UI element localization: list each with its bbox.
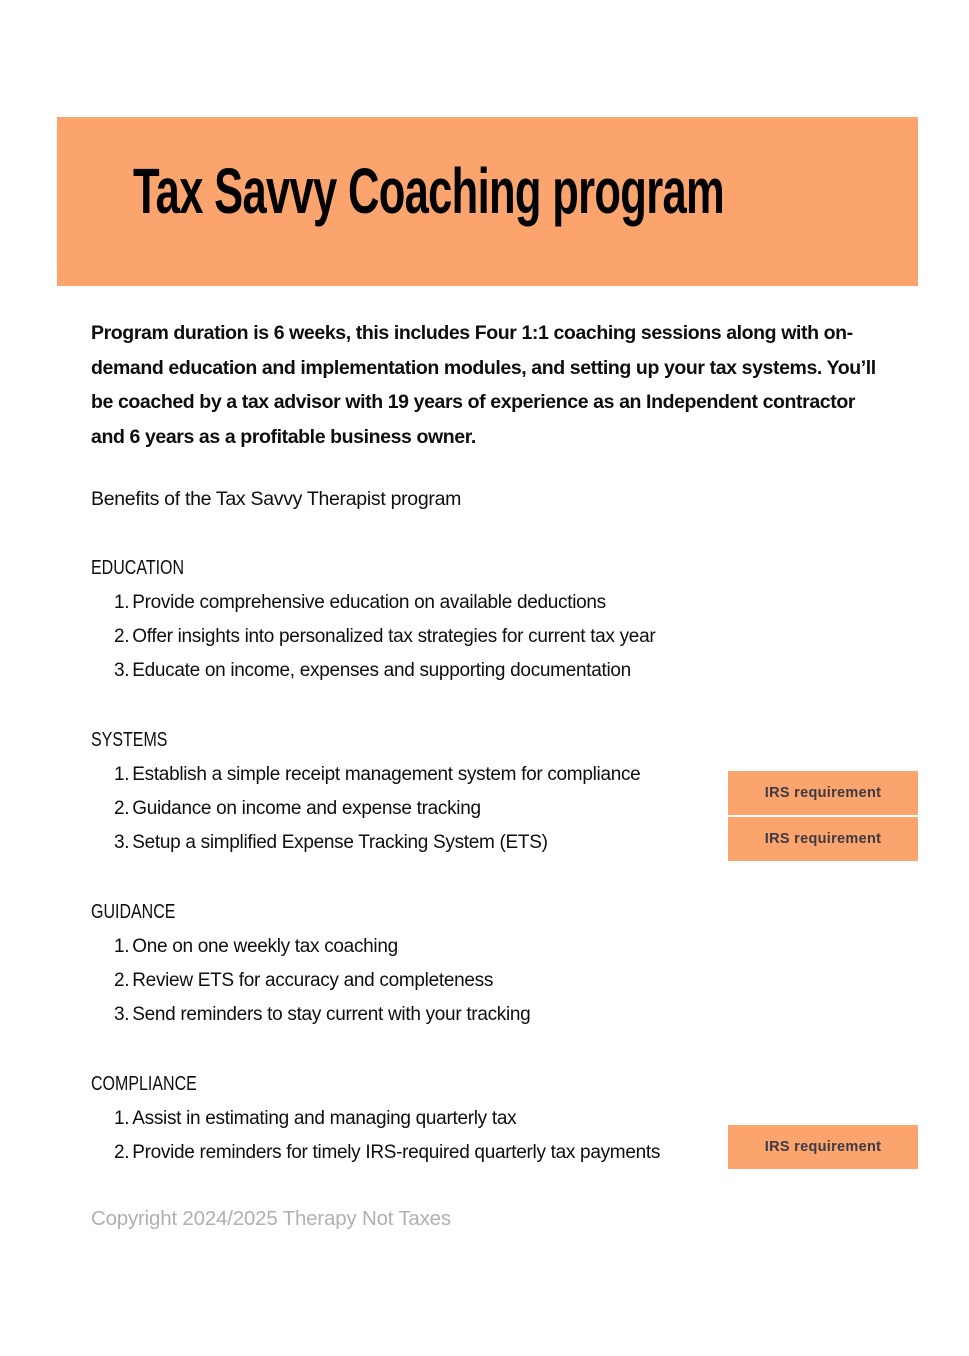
list-item-number: 1.	[114, 936, 130, 957]
benefits-line: Benefits of the Tax Savvy Therapist program	[91, 488, 462, 510]
list-item-number: 3.	[114, 1004, 130, 1025]
copyright-line: Copyright 2024/2025 Therapy Not Taxes	[91, 1207, 451, 1230]
education-list	[91, 586, 891, 688]
list-item-text: Provide comprehensive education on available deductions	[132, 592, 606, 613]
list-item-text: Provide reminders for timely IRS-required quarterly tax payments	[132, 1142, 661, 1163]
list-item-text: Offer insights into personalized tax strategies for current tax year	[132, 626, 656, 647]
section-heading-education: EDUCATION	[91, 557, 185, 579]
list-item	[91, 998, 891, 1032]
list-item-number: 2.	[114, 1142, 130, 1163]
list-item	[91, 654, 891, 688]
list-item-number: 2.	[114, 626, 130, 647]
list-item-number: 3.	[114, 832, 130, 853]
list-item	[91, 586, 891, 620]
section-education	[91, 556, 891, 688]
irs-requirement-badge: IRS requirement	[728, 1125, 918, 1169]
list-item-number: 1.	[114, 592, 130, 613]
list-item-number: 1.	[114, 1108, 130, 1129]
section-guidance	[91, 900, 891, 1032]
list-item-text: Setup a simplified Expense Tracking System (ETS)	[132, 832, 548, 853]
list-item-text: Assist in estimating and managing quarterly tax	[132, 1108, 517, 1129]
list-item-text: Guidance on income and expense tracking	[132, 798, 481, 819]
list-item	[91, 620, 891, 654]
page-title: Tax Savvy Coaching program	[133, 155, 724, 227]
irs-requirement-badge: IRS requirement	[728, 771, 918, 815]
header-banner	[57, 117, 918, 286]
list-item	[91, 930, 891, 964]
irs-requirement-badge: IRS requirement	[728, 817, 918, 861]
list-item-text: Send reminders to stay current with your tracking	[132, 1004, 531, 1025]
guidance-list	[91, 930, 891, 1032]
section-heading-systems: SYSTEMS	[91, 729, 168, 751]
list-item-text: Review ETS for accuracy and completeness	[132, 970, 494, 991]
list-item-number: 2.	[114, 798, 130, 819]
section-heading-guidance: GUIDANCE	[91, 901, 176, 923]
intro-paragraph: Program duration is 6 weeks, this includes Four 1:1 coaching sessions along with on-demand education and implementation modules, and setting up your tax systems. You’ll be coached by a tax advisor with 19 years of experience as an Independent contractor and 6 years as a profitable business owner.	[91, 322, 876, 448]
list-item-text: Establish a simple receipt management system for compliance	[132, 764, 641, 785]
list-item-text: One on one weekly tax coaching	[132, 936, 398, 957]
list-item-number: 2.	[114, 970, 130, 991]
list-item-number: 1.	[114, 764, 130, 785]
document-body	[91, 286, 891, 1232]
list-item	[91, 964, 891, 998]
section-heading-compliance: COMPLIANCE	[91, 1073, 197, 1095]
list-item-text: Educate on income, expenses and supporting documentation	[132, 660, 631, 681]
list-item-number: 3.	[114, 660, 130, 681]
